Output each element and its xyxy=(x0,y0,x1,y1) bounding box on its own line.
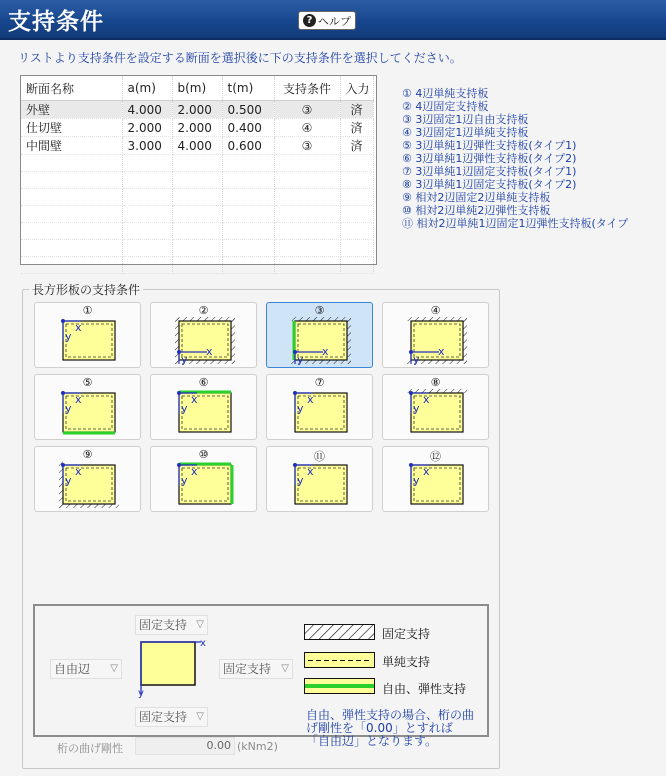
page-title: 支持条件 xyxy=(8,9,104,35)
table-cell: 0.500 xyxy=(222,101,274,119)
empty-cell xyxy=(172,155,222,172)
table-row[interactable] xyxy=(21,119,373,137)
empty-cell xyxy=(340,206,373,223)
chevron-down-icon: ▽ xyxy=(281,663,289,674)
legend-hatch-swatch xyxy=(304,624,376,641)
empty-cell xyxy=(222,257,274,274)
left-edge-select[interactable] xyxy=(50,659,122,679)
elastic-note: 自由、弾性支持の場合、桁の曲げ剛性を「0.00」とすれば「自由辺」となります。 xyxy=(306,708,475,748)
stiffness-input[interactable]: 0.00 xyxy=(135,737,235,755)
column-header[interactable]: 断面名称 xyxy=(21,76,122,101)
x-axis-label: x xyxy=(200,638,206,649)
table-cell: 済 xyxy=(340,137,373,155)
empty-cell xyxy=(122,189,172,206)
empty-cell xyxy=(274,223,340,240)
condition-list-item: ① 4辺単純支持板 xyxy=(402,87,489,100)
empty-cell xyxy=(222,189,274,206)
empty-cell xyxy=(172,223,222,240)
support-tile[interactable] xyxy=(34,446,141,512)
svg-text:y: y xyxy=(65,402,72,415)
empty-cell xyxy=(340,257,373,274)
help-label: ヘルプ xyxy=(318,14,351,28)
column-header[interactable]: t(m) xyxy=(222,76,274,101)
tile-number: ⑥ xyxy=(198,376,209,389)
empty-row xyxy=(21,206,373,223)
instruction-text: リストより支持条件を設定する断面を選択後に下の支持条件を選択してください。 xyxy=(18,51,462,65)
empty-cell xyxy=(21,257,122,274)
empty-cell xyxy=(222,223,274,240)
svg-text:x: x xyxy=(206,345,213,358)
svg-text:y: y xyxy=(181,353,188,366)
empty-row xyxy=(21,189,373,206)
table-cell: 仕切壁 xyxy=(21,119,122,137)
svg-text:y: y xyxy=(181,474,188,487)
right-edge-value: 固定支持 xyxy=(223,662,272,676)
table-cell: 2.000 xyxy=(172,119,222,137)
empty-cell xyxy=(21,240,122,257)
plate-diagram xyxy=(151,447,256,511)
svg-text:x: x xyxy=(75,465,82,478)
svg-text:y: y xyxy=(297,402,304,415)
svg-text:x: x xyxy=(322,345,329,358)
empty-row xyxy=(21,223,373,240)
empty-cell xyxy=(172,240,222,257)
tile-number: ⑪ xyxy=(314,450,325,463)
help-button[interactable] xyxy=(298,11,356,30)
empty-row xyxy=(21,155,373,172)
empty-cell xyxy=(274,189,340,206)
table-row[interactable] xyxy=(21,101,373,119)
empty-cell xyxy=(122,223,172,240)
svg-text:y: y xyxy=(65,474,72,487)
chevron-down-icon: ▽ xyxy=(196,619,204,630)
table-cell: 4.000 xyxy=(172,137,222,155)
condition-list-item: ⑧ 3辺単純1辺固定支持板(タイプ2) xyxy=(402,178,577,191)
support-tile[interactable] xyxy=(266,446,373,512)
stiffness-unit: (kNm2) xyxy=(237,740,278,753)
svg-text:y: y xyxy=(413,474,420,487)
table-cell: 外壁 xyxy=(21,101,122,119)
svg-text:x: x xyxy=(307,393,314,406)
table-cell: 0.400 xyxy=(222,119,274,137)
empty-cell xyxy=(274,155,340,172)
empty-cell xyxy=(21,155,122,172)
support-tile[interactable] xyxy=(382,446,489,512)
table-cell: 0.600 xyxy=(222,137,274,155)
empty-cell xyxy=(340,189,373,206)
svg-text:y: y xyxy=(413,353,420,366)
section-table[interactable] xyxy=(20,75,377,265)
table-cell: 2.000 xyxy=(172,101,222,119)
condition-list-item: ⑤ 3辺単純1辺弾性支持板(タイプ1) xyxy=(402,139,577,152)
empty-row xyxy=(21,257,373,274)
support-tile[interactable] xyxy=(34,374,141,440)
right-edge-select[interactable] xyxy=(219,659,293,679)
empty-cell xyxy=(222,172,274,189)
condition-list-item: ⑦ 3辺単純1辺固定支持板(タイプ1) xyxy=(402,165,577,178)
legend-fixed-label: 固定支持 xyxy=(382,627,431,641)
table-cell: ③ xyxy=(274,137,340,155)
empty-cell xyxy=(274,257,340,274)
tile-number: ③ xyxy=(314,304,325,317)
legend-dashed-swatch xyxy=(304,652,376,669)
plate-preview xyxy=(134,636,214,706)
top-edge-select[interactable] xyxy=(135,615,208,635)
empty-cell xyxy=(122,172,172,189)
plate-diagram xyxy=(35,447,140,511)
svg-text:y: y xyxy=(181,402,188,415)
svg-text:x: x xyxy=(75,393,82,406)
svg-text:x: x xyxy=(191,393,198,406)
plate-diagram xyxy=(267,447,372,511)
support-condition-list xyxy=(402,87,628,230)
empty-cell xyxy=(340,172,373,189)
plate-diagram xyxy=(267,303,372,367)
plate-diagram xyxy=(35,375,140,439)
table-cell: 2.000 xyxy=(122,119,172,137)
condition-list-item: ⑩ 相対2辺単純2辺弾性支持板 xyxy=(402,204,551,217)
empty-row xyxy=(21,172,373,189)
column-header[interactable]: 支持条件 xyxy=(274,76,340,101)
condition-list-item: ② 4辺固定支持板 xyxy=(402,100,489,113)
plate-diagram xyxy=(35,303,140,367)
support-tile[interactable] xyxy=(150,374,257,440)
condition-list-item: ④ 3辺固定1辺単純支持板 xyxy=(402,126,529,139)
table-row[interactable] xyxy=(21,137,373,155)
tile-number: ⑤ xyxy=(82,376,93,389)
plate-diagram xyxy=(267,375,372,439)
empty-cell xyxy=(122,206,172,223)
legend-simple-label: 単純支持 xyxy=(382,655,431,669)
plate-diagram xyxy=(383,375,488,439)
table-cell: 中間壁 xyxy=(21,137,122,155)
table-cell: 4.000 xyxy=(122,101,172,119)
plate-diagram xyxy=(151,303,256,367)
question-icon: ? xyxy=(303,14,316,27)
empty-cell xyxy=(340,240,373,257)
table-cell: 済 xyxy=(340,101,373,119)
svg-text:y: y xyxy=(297,353,304,366)
chevron-down-icon: ▽ xyxy=(110,663,118,674)
tile-number: ⑦ xyxy=(314,376,325,389)
empty-cell xyxy=(122,240,172,257)
tile-number: ⑫ xyxy=(430,450,441,463)
support-tile[interactable] xyxy=(382,302,489,368)
empty-cell xyxy=(222,240,274,257)
plate-diagram xyxy=(383,303,488,367)
svg-text:x: x xyxy=(191,465,198,478)
support-tile[interactable] xyxy=(150,446,257,512)
tile-number: ⑩ xyxy=(198,448,209,461)
svg-text:y: y xyxy=(413,402,420,415)
section-grid xyxy=(21,76,374,274)
support-tile[interactable] xyxy=(266,302,373,368)
empty-cell xyxy=(21,189,122,206)
column-header[interactable]: a(m) xyxy=(122,76,172,101)
empty-cell xyxy=(340,155,373,172)
plate-diagram xyxy=(383,447,488,511)
support-tile[interactable] xyxy=(150,302,257,368)
condition-list-item: ⑥ 3辺単純1辺弾性支持板(タイプ2) xyxy=(402,152,577,165)
empty-cell xyxy=(274,172,340,189)
empty-cell xyxy=(172,172,222,189)
tile-number: ① xyxy=(82,304,93,317)
plate-diagram xyxy=(151,375,256,439)
column-header[interactable]: b(m) xyxy=(172,76,222,101)
table-cell: 済 xyxy=(340,119,373,137)
support-tile[interactable] xyxy=(382,374,489,440)
empty-cell xyxy=(21,206,122,223)
empty-cell xyxy=(222,155,274,172)
empty-cell xyxy=(274,240,340,257)
svg-text:x: x xyxy=(438,345,445,358)
support-tile[interactable] xyxy=(266,374,373,440)
empty-row xyxy=(21,240,373,257)
tile-number: ⑧ xyxy=(430,376,441,389)
left-edge-value: 自由辺 xyxy=(54,662,91,676)
top-edge-value: 固定支持 xyxy=(139,618,188,632)
svg-text:y: y xyxy=(297,474,304,487)
empty-cell xyxy=(274,206,340,223)
title-bar xyxy=(0,0,666,40)
svg-text:y: y xyxy=(65,330,72,343)
condition-list-item: ⑨ 相対2辺固定2辺単純支持板 xyxy=(402,191,551,204)
svg-text:x: x xyxy=(423,465,430,478)
legend-green-swatch xyxy=(304,678,376,695)
svg-text:x: x xyxy=(423,393,430,406)
condition-list-item: ③ 3辺固定1辺自由支持板 xyxy=(402,113,529,126)
empty-cell xyxy=(340,223,373,240)
svg-text:x: x xyxy=(75,321,82,334)
stiffness-label: 桁の曲げ剛性 xyxy=(57,742,123,755)
y-axis-label: y xyxy=(138,688,144,699)
legend-elastic-label: 自由、弾性支持 xyxy=(382,682,467,696)
empty-cell xyxy=(21,223,122,240)
tile-number: ⑨ xyxy=(82,448,93,461)
tile-number: ④ xyxy=(430,304,441,317)
empty-cell xyxy=(172,189,222,206)
empty-cell xyxy=(222,206,274,223)
empty-cell xyxy=(122,155,172,172)
chevron-down-icon: ▽ xyxy=(196,711,204,722)
column-header[interactable]: 入力 xyxy=(340,76,373,101)
empty-cell xyxy=(21,172,122,189)
table-cell: ③ xyxy=(274,101,340,119)
empty-cell xyxy=(172,206,222,223)
plate-preview-rect xyxy=(141,642,195,685)
table-cell: ④ xyxy=(274,119,340,137)
support-tile[interactable] xyxy=(34,302,141,368)
bottom-edge-value: 固定支持 xyxy=(139,710,188,724)
tile-number: ② xyxy=(198,304,209,317)
group-label: 長方形板の支持条件 xyxy=(29,281,143,298)
empty-cell xyxy=(122,257,172,274)
table-cell: 3.000 xyxy=(122,137,172,155)
empty-cell xyxy=(172,257,222,274)
bottom-edge-select[interactable] xyxy=(135,707,208,727)
condition-list-item: ⑪ 相対2辺単純1辺固定1辺弾性支持板(タイプ xyxy=(402,217,629,230)
svg-text:x: x xyxy=(307,465,314,478)
